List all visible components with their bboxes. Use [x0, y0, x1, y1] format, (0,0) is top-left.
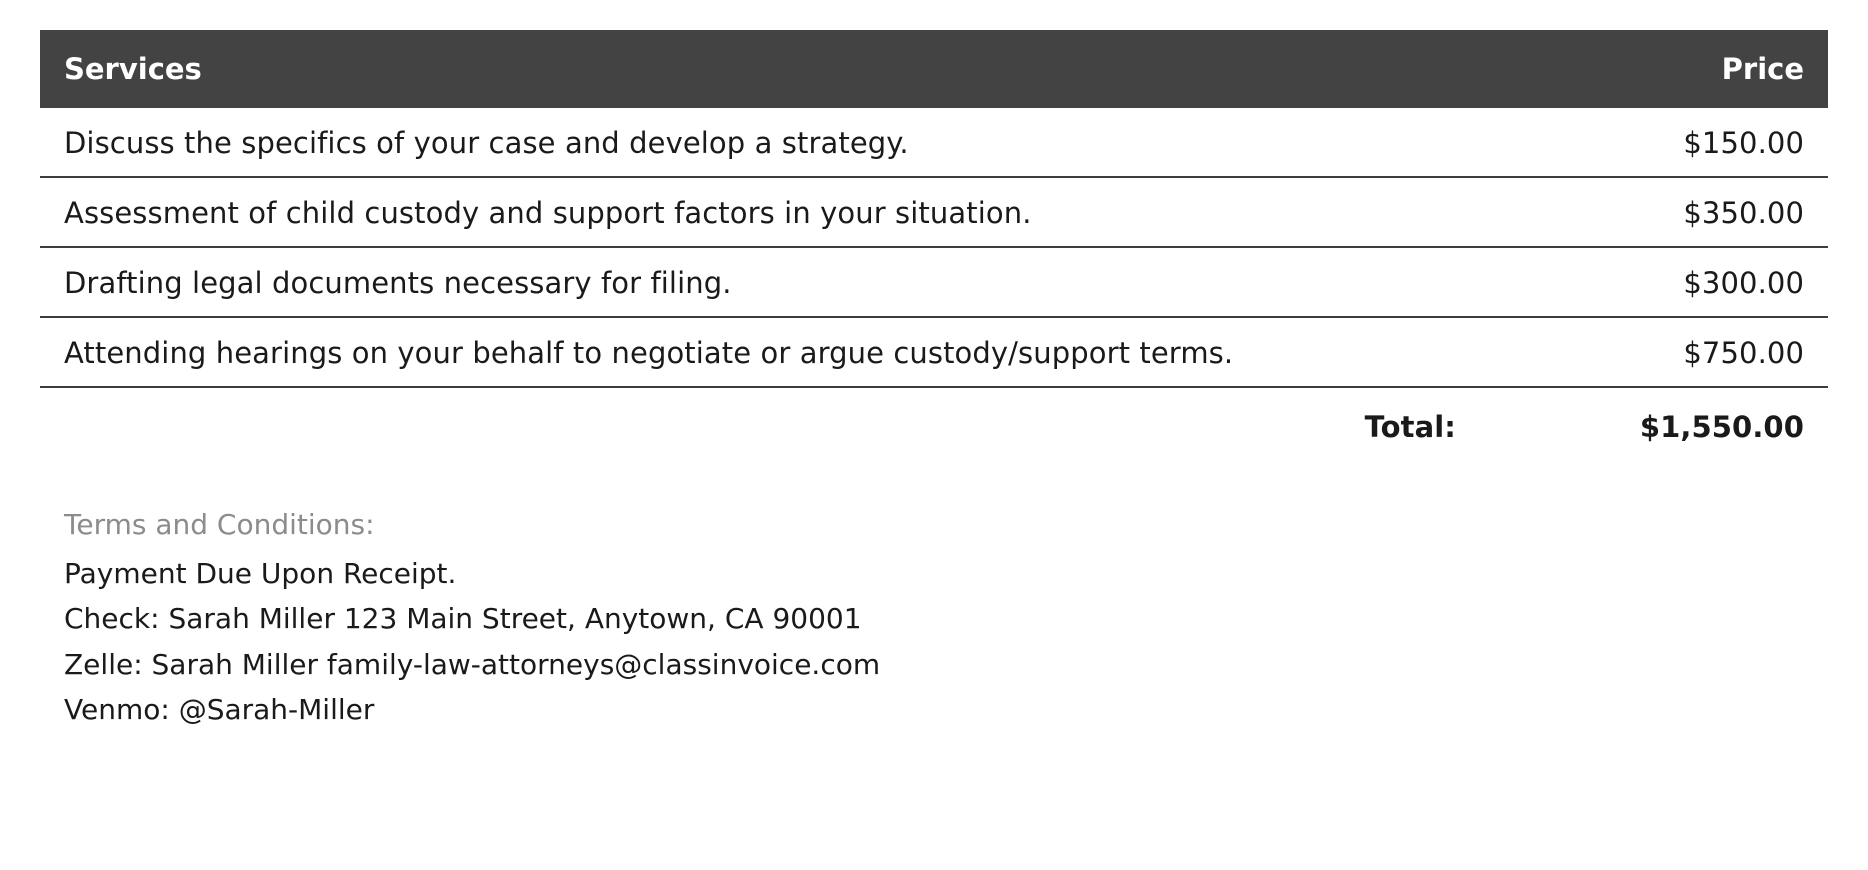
terms-line-check: Check: Sarah Miller 123 Main Street, Anytown, CA 90001: [64, 602, 862, 636]
table-row: [40, 108, 1828, 177]
terms-line-payment: Payment Due Upon Receipt.: [64, 557, 457, 590]
service-price: $350.00: [1480, 177, 1828, 247]
table-total-row: [40, 387, 1828, 460]
service-description: Discuss the specifics of your case and develop a strategy.: [40, 108, 1480, 177]
terms-line-zelle: Zelle: Sarah Miller family-law-attorneys@classinvoice.com: [64, 647, 881, 681]
table-row: [40, 177, 1828, 247]
column-header-price: Price: [1480, 30, 1828, 108]
service-description: Attending hearings on your behalf to negotiate or argue custody/support terms.: [40, 317, 1480, 387]
service-description: Drafting legal documents necessary for filing.: [40, 247, 1480, 317]
service-price: $300.00: [1480, 247, 1828, 317]
terms-line-venmo: Venmo: @Sarah-Miller: [64, 693, 375, 727]
table-header: [40, 30, 1828, 108]
table-row: [40, 247, 1828, 317]
table-body: [40, 108, 1828, 460]
terms-title: Terms and Conditions:: [64, 508, 375, 541]
table-header-row: [40, 30, 1828, 108]
total-value: $1,550.00: [1639, 410, 1804, 444]
service-price: $150.00: [1480, 108, 1828, 177]
table-row: [40, 317, 1828, 387]
service-description: Assessment of child custody and support factors in your situation.: [40, 177, 1480, 247]
terms-and-conditions-section: [40, 508, 1828, 732]
service-price: $750.00: [1480, 317, 1828, 387]
total-label: Total:: [1364, 410, 1456, 444]
services-table: [40, 30, 1828, 460]
column-header-services: Services: [40, 30, 1480, 108]
